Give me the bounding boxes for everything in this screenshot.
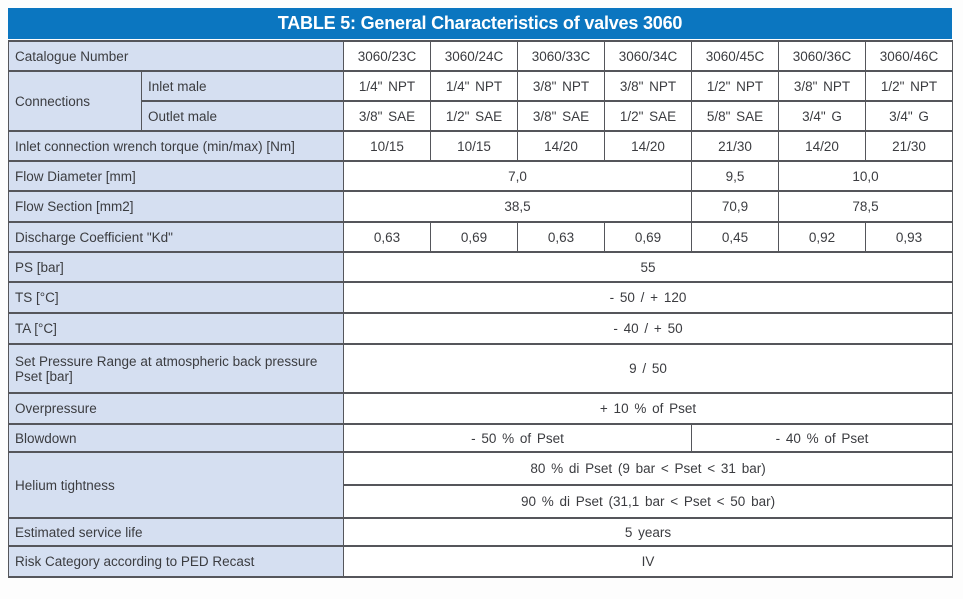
row-catalogue-number [9, 41, 953, 71]
row-ta [9, 313, 953, 344]
catalogue-number-cell: 3060/36C [779, 41, 866, 71]
catalogue-number-cell: 3060/24C [431, 41, 518, 71]
torque-cell: 10/15 [344, 131, 431, 161]
catalogue-number-cell: 3060/34C [605, 41, 692, 71]
ta-value-cell: - 40 / + 50 [344, 313, 953, 344]
flow-section-cell: 38,5 [344, 191, 692, 222]
discharge-coefficient-cell: 0,93 [866, 222, 953, 252]
outlet-connection-cell: 5/8" SAE [692, 101, 779, 131]
set-pressure-range-cell: 9 / 50 [344, 344, 953, 393]
torque-cell: 14/20 [779, 131, 866, 161]
inlet-connection-cell: 3/8" NPT [779, 71, 866, 101]
inlet-connection-cell: 1/2" NPT [692, 71, 779, 101]
inlet-connection-cell: 1/4" NPT [344, 71, 431, 101]
row-ps [9, 252, 953, 282]
torque-cell: 21/30 [692, 131, 779, 161]
outlet-connection-cell: 3/4" G [779, 101, 866, 131]
flow-section-cell: 78,5 [779, 191, 953, 222]
row-label-risk-category: Risk Category according to PED Recast [9, 546, 344, 577]
torque-cell: 10/15 [431, 131, 518, 161]
torque-cell: 14/20 [518, 131, 605, 161]
torque-cell: 14/20 [605, 131, 692, 161]
ps-value-cell: 55 [344, 252, 953, 282]
row-blowdown [9, 424, 953, 452]
blowdown-left-cell: - 50 % of Pset [344, 424, 692, 452]
inlet-connection-cell: 3/8" NPT [518, 71, 605, 101]
row-label-discharge-coefficient: Discharge Coefficient "Kd" [9, 222, 344, 252]
outlet-connection-cell: 1/2" SAE [431, 101, 518, 131]
inlet-connection-cell: 1/4" NPT [431, 71, 518, 101]
row-label-blowdown: Blowdown [9, 424, 344, 452]
row-sublabel-outlet-male: Outlet male [142, 101, 344, 131]
discharge-coefficient-cell: 0,92 [779, 222, 866, 252]
inlet-connection-cell: 1/2" NPT [866, 71, 953, 101]
discharge-coefficient-cell: 0,63 [518, 222, 605, 252]
row-ts [9, 282, 953, 313]
row-label-connections: Connections [9, 71, 142, 131]
helium-tightness-cell-2: 90 % di Pset (31,1 bar < Pset < 50 bar) [344, 485, 953, 518]
catalogue-number-cell: 3060/23C [344, 41, 431, 71]
discharge-coefficient-cell: 0,69 [431, 222, 518, 252]
row-risk-category [9, 546, 953, 577]
flow-diameter-cell: 10,0 [779, 161, 953, 191]
torque-cell: 21/30 [866, 131, 953, 161]
row-label-service-life: Estimated service life [9, 518, 344, 546]
general-characteristics-table [8, 40, 953, 578]
catalogue-number-cell: 3060/33C [518, 41, 605, 71]
row-label-ts: TS [°C] [9, 282, 344, 313]
ts-value-cell: - 50 / + 120 [344, 282, 953, 313]
flow-diameter-cell: 9,5 [692, 161, 779, 191]
discharge-coefficient-cell: 0,69 [605, 222, 692, 252]
table-title: TABLE 5: General Characteristics of valves 3060 [277, 13, 683, 33]
row-flow-section [9, 191, 953, 222]
risk-category-cell: IV [344, 546, 953, 577]
outlet-connection-cell: 3/8" SAE [344, 101, 431, 131]
row-connections-inlet [9, 71, 953, 101]
row-overpressure [9, 393, 953, 424]
discharge-coefficient-cell: 0,45 [692, 222, 779, 252]
overpressure-cell: + 10 % of Pset [344, 393, 953, 424]
row-helium-tightness-1 [9, 452, 953, 485]
service-life-cell: 5 years [344, 518, 953, 546]
row-label-ta: TA [°C] [9, 313, 344, 344]
table-title-bar [8, 8, 952, 39]
outlet-connection-cell: 3/4" G [866, 101, 953, 131]
row-label-flow-section: Flow Section [mm2] [9, 191, 344, 222]
row-service-life [9, 518, 953, 546]
row-label-flow-diameter: Flow Diameter [mm] [9, 161, 344, 191]
row-set-pressure-range [9, 344, 953, 393]
row-wrench-torque [9, 131, 953, 161]
row-discharge-coefficient [9, 222, 953, 252]
catalogue-number-cell: 3060/45C [692, 41, 779, 71]
catalogue-number-cell: 3060/46C [866, 41, 953, 71]
flow-diameter-cell: 7,0 [344, 161, 692, 191]
discharge-coefficient-cell: 0,63 [344, 222, 431, 252]
blowdown-right-cell: - 40 % of Pset [692, 424, 953, 452]
row-label-ps: PS [bar] [9, 252, 344, 282]
row-label-helium-tightness: Helium tightness [9, 452, 344, 518]
row-label-set-pressure-range: Set Pressure Range at atmospheric back pressure Pset [bar] [9, 344, 344, 393]
flow-section-cell: 70,9 [692, 191, 779, 222]
row-label-overpressure: Overpressure [9, 393, 344, 424]
helium-tightness-cell-1: 80 % di Pset (9 bar < Pset < 31 bar) [344, 452, 953, 485]
inlet-connection-cell: 3/8" NPT [605, 71, 692, 101]
outlet-connection-cell: 1/2" SAE [605, 101, 692, 131]
row-label-catalogue-number: Catalogue Number [9, 41, 344, 71]
outlet-connection-cell: 3/8" SAE [518, 101, 605, 131]
row-flow-diameter [9, 161, 953, 191]
row-connections-outlet [9, 101, 953, 131]
row-label-wrench-torque: Inlet connection wrench torque (min/max) [Nm] [9, 131, 344, 161]
row-sublabel-inlet-male: Inlet male [142, 71, 344, 101]
